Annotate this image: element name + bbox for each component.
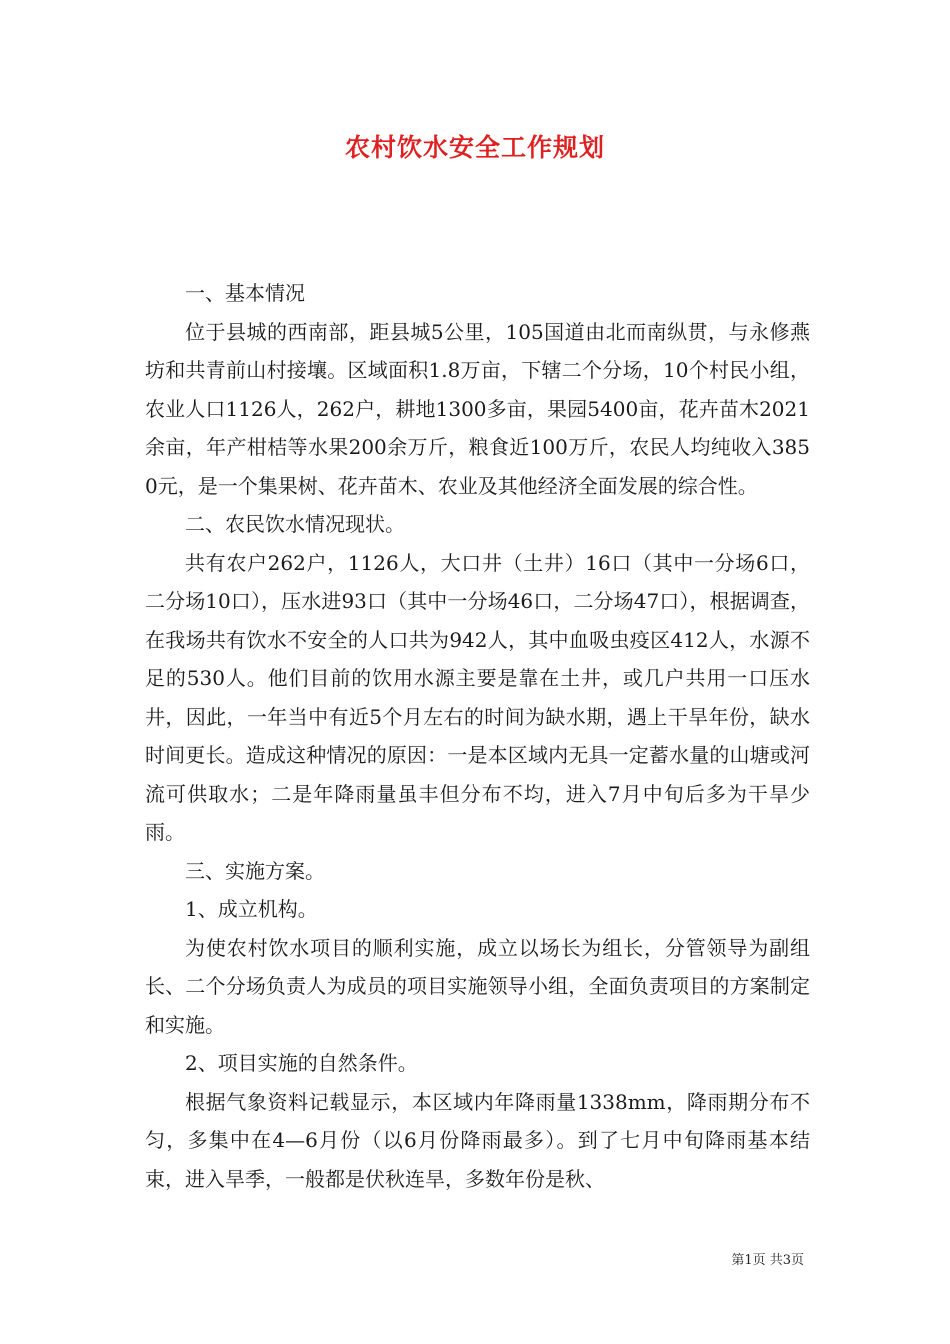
paragraph-organization: 为使农村饮水项目的顺利实施，成立以场长为组长，分管领导为副组长、二个分场负责人为成员的项目实施领导小组，全面负责项目的方案制定和实施。 xyxy=(145,935,810,1037)
page-number-footer: 第1页 共3页 xyxy=(731,1253,804,1268)
paragraph-natural-conditions: 根据气象资料记载显示，本区域内年降雨量1338mm，降雨期分布不匀，多集中在4—6月份（以6月份降雨最多）。到了七月中旬降雨基本结束，进入旱季，一般都是伏秋连旱，多数年份是秋、 xyxy=(145,1089,810,1191)
document-body xyxy=(145,274,810,1198)
section-heading-water-status: 二、农民饮水情况现状。 xyxy=(185,512,405,536)
section-heading-implementation: 三、实施方案。 xyxy=(185,858,325,883)
section-heading-basic-info: 一、基本情况 xyxy=(185,281,305,305)
subheading-natural-conditions: 2、项目实施的自然条件。 xyxy=(185,1051,418,1075)
document-title: 农村饮水安全工作规划 xyxy=(344,133,605,162)
paragraph-water-status: 共有农户262户，1126人，大口井（土井）16口（其中一分场6口，二分场10口），压水进93口（其中一分场46口，二分场47口），根据调查，在我场共有饮水不安全的人口共为942人，其中血吸虫疫区412人，水源不足的530人。他们目前的饮用水源主要是靠在土井，或几户共用一口压水井，因此，一年当中有近5个月左右的时间为缺水期，遇上干旱年份，缺水时间更长。造成这种情况的原因：一是本区域内无具一定蓄水量的山塘或河流可供取水；二是年降雨量虽丰但分布不均，进入7月中旬后多为干旱少雨。 xyxy=(145,550,810,844)
subheading-organization: 1、成立机构。 xyxy=(185,897,318,921)
paragraph-basic-info: 位于县城的西南部，距县城5公里，105国道由北而南纵贯，与永修燕坊和共青前山村接壤。区域面积1.8万亩，下辖二个分场，10个村民小组，农业人口1126人，262户，耕地1300多亩，果园5400亩，花卉苗木2021余亩，年产柑桔等水果200余万斤，粮食近100万斤，农民人均纯收入3850元，是一个集果树、花卉苗木、农业及其他经济全面发展的综合性。 xyxy=(145,319,810,498)
